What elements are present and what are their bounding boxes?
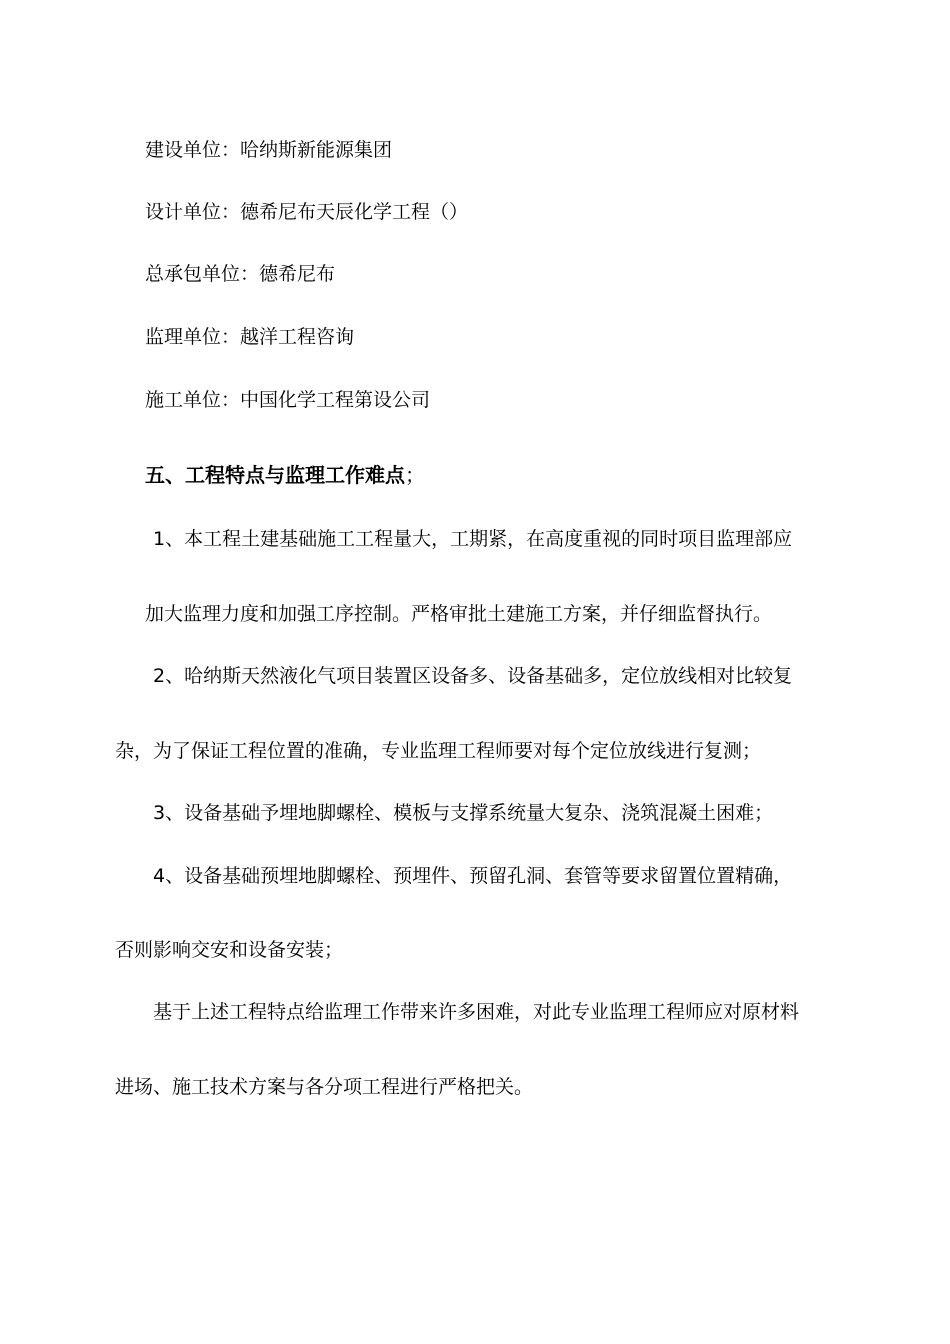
paragraph-3-line-1: 3、设备基础予埋地脚螺栓、模板与支撑系统量大复杂、浇筑混凝土困难； xyxy=(153,802,774,824)
paragraph-1-line-2: 加大监理力度和加强工序控制。严格审批土建施工方案，并仔细监督执行。 xyxy=(145,603,773,625)
designer-unit-line: 设计单位：德希尼布天辰化学工程（） xyxy=(145,201,469,223)
contractor-unit-line: 总承包单位：德希尼布 xyxy=(145,263,336,285)
paragraph-4-line-1: 4、设备基础预埋地脚螺栓、预埋件、预留孔洞、套管等要求留置位置精确， xyxy=(153,865,793,887)
section-title-suffix: ； xyxy=(405,463,425,487)
builder-unit-line: 施工单位：中国化学工程第设公司 xyxy=(145,389,431,411)
owner-unit-line: 建设单位：哈纳斯新能源集团 xyxy=(145,139,393,161)
paragraph-1-line-1: 1、本工程土建基础施工工程量大，工期紧，在高度重视的同时项目监理部应 xyxy=(153,528,793,550)
paragraph-2-line-2: 杂，为了保证工程位置的准确，专业监理工程师要对每个定位放线进行复测； xyxy=(115,740,762,762)
paragraph-2-line-1: 2、哈纳斯天然液化气项目装置区设备多、设备基础多，定位放线相对比较复 xyxy=(153,665,793,687)
paragraph-5-line-2: 进场、施工技术方案与各分项工程进行严格把关。 xyxy=(115,1076,534,1098)
section-heading xyxy=(145,462,425,488)
paragraph-4-line-2: 否则影响交安和设备安装； xyxy=(115,939,344,961)
paragraph-5-line-1: 基于上述工程特点给监理工作带来许多困难，对此专业监理工程师应对原材料 xyxy=(153,1001,800,1023)
supervisor-unit-line: 监理单位：越洋工程咨询 xyxy=(145,326,355,348)
section-title: 五、工程特点与监理工作难点 xyxy=(145,463,405,487)
